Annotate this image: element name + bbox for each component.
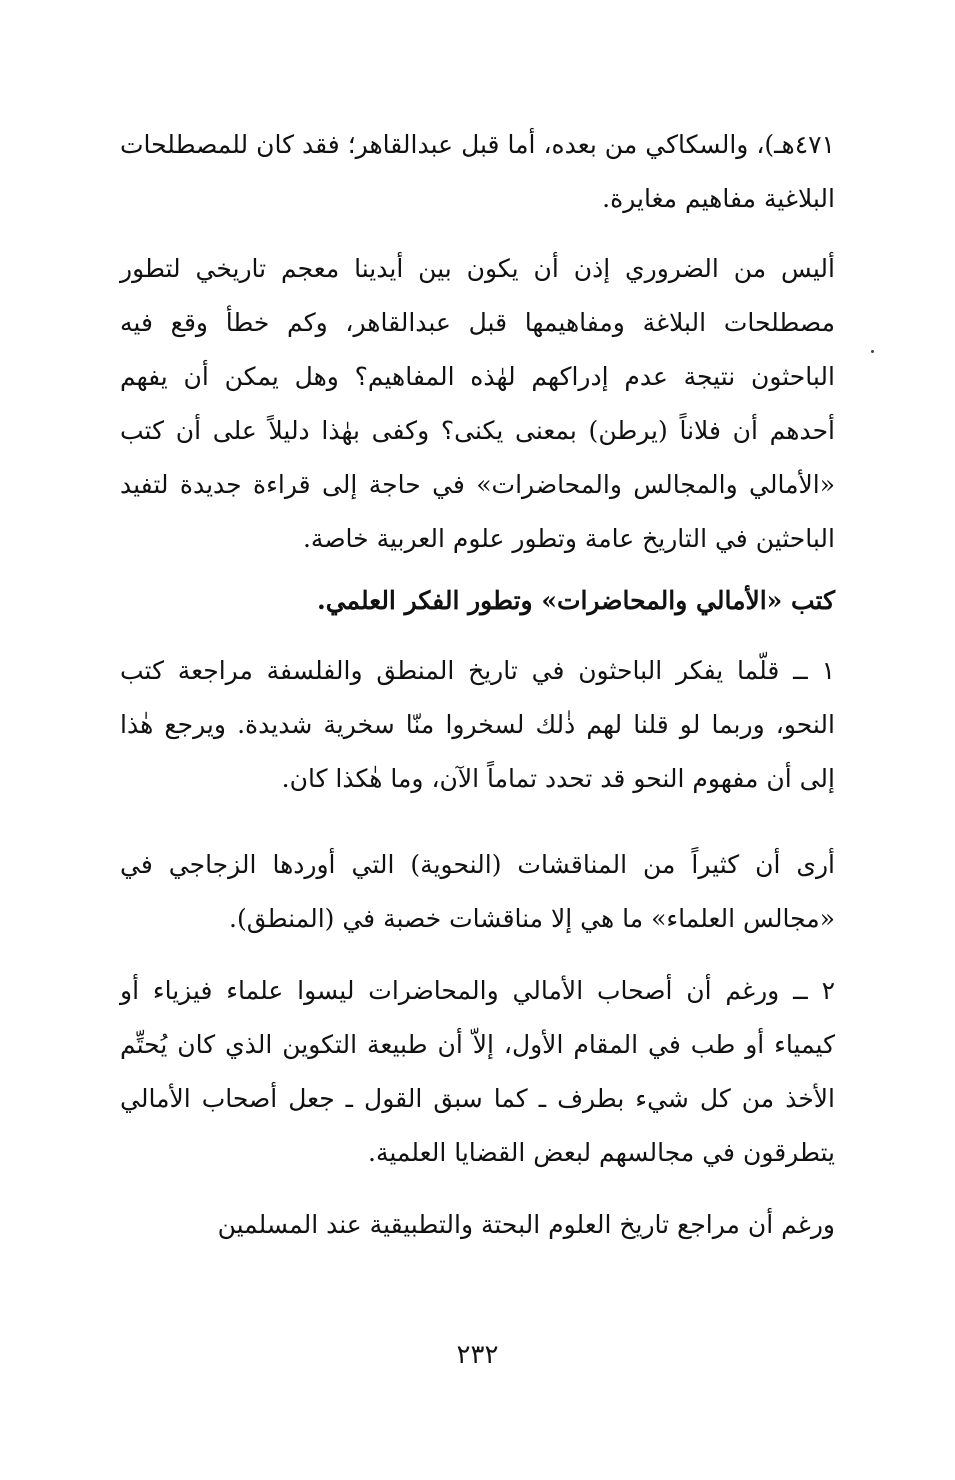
paragraph-pure-sciences: ورغم أن مراجع تاريخ العلوم البحتة والتطبيقية عند المسلمين — [217, 1210, 835, 1239]
page-number: ٢٣٢ — [456, 1340, 499, 1370]
body-text — [120, 118, 835, 1252]
paragraph-point-2: ٢ ــ ورغم أن أصحاب الأمالي والمحاضرات ليسوا علماء فيزياء أو كيمياء أو طب في المقام الأول، إلاّ أن طبيعة التكوين الذي كان يُحتِّم الأخذ من كل شيء بطرف ـ كما سبق القول ـ جعل أصحاب الأمالي يتطرقون في مجالسهم لبعض القضايا العلمية. — [120, 976, 835, 1167]
paragraph-continuation: ٤٧١هـ)، والسكاكي من بعده، أما قبل عبدالقاهر؛ فقد كان للمصطلحات البلاغية مفاهيم مغايرة. — [120, 130, 835, 213]
scan-speck — [871, 350, 874, 353]
paragraph-zajjaji: أرى أن كثيراً من المناقشات (النحوية) التي أوردها الزجاجي في «مجالس العلماء» ما هي إلا مناقشات خصبة في (المنطق). — [120, 850, 835, 933]
section-heading: كتب «الأمالي والمحاضرات» وتطور الفكر العلمي. — [316, 586, 835, 615]
paragraph-point-1: ١ ــ قلّما يفكر الباحثون في تاريخ المنطق والفلسفة مراجعة كتب النحو، وربما لو قلنا لهم ذٰلك لسخروا منّا سخرية شديدة. ويرجع هٰذا إلى أن مفهوم النحو قد تحدد تماماً الآن، وما هٰكذا كان. — [120, 656, 835, 793]
paragraph-historical-dictionary: أليس من الضروري إذن أن يكون بين أيدينا معجم تاريخي لتطور مصطلحات البلاغة ومفاهيمها قبل عبدالقاهر، وكم خطأ وقع فيه الباحثون نتيجة عدم إدراكهم لهٰذه المفاهيم؟ وهل يمكن أن يفهم أحدهم أن فلاناً (يرطن) بمعنى يكنى؟ وكفى بهٰذا دليلاً على أن كتب «الأمالي والمجالس والمحاضرات» في حاجة إلى قراءة جديدة لتفيد الباحثين في التاريخ عامة وتطور علوم العربية خاصة. — [120, 254, 835, 553]
